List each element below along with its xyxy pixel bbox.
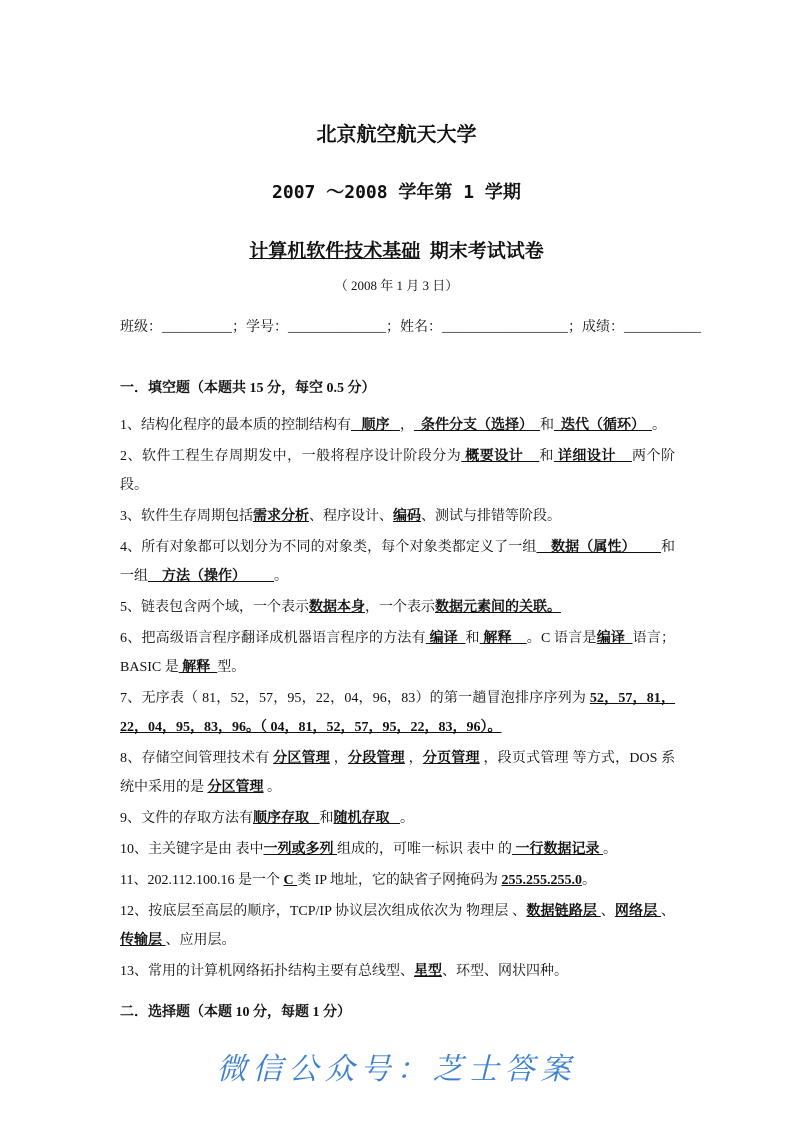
answer-text: 需求分析 bbox=[253, 509, 309, 524]
question-11 bbox=[120, 866, 675, 895]
question-text: ， bbox=[330, 751, 348, 766]
score-field: ；成绩：___________ bbox=[568, 320, 701, 335]
question-text: 12、按底层至高层的顺序，TCP/IP 协议层次组成依次为 物理层 、 bbox=[120, 904, 527, 919]
answer-text: 网络层 bbox=[614, 904, 662, 919]
question-text: ，段页式管理 等方式，DOS 系统中采用的是 bbox=[120, 751, 676, 795]
question-text: ， bbox=[404, 751, 423, 766]
question-2 bbox=[120, 442, 675, 500]
answer-text: 传输层 bbox=[120, 933, 166, 948]
answer-text: 分区管理 bbox=[207, 780, 264, 795]
question-text: 8、存储空间管理技术有 bbox=[120, 751, 274, 766]
answer-text: 方法（操作） bbox=[148, 569, 274, 584]
question-text: 两个阶段。 bbox=[120, 449, 676, 493]
answer-text: 255.255.255.0 bbox=[501, 873, 583, 888]
answer-text: 数据链路层 bbox=[526, 904, 601, 919]
answer-text: 编译 bbox=[425, 631, 466, 646]
name-field: ；姓名：__________________ bbox=[386, 320, 568, 335]
question-text: 3、软件生存周期包括 bbox=[120, 509, 253, 524]
question-text: ，一个表示 bbox=[365, 600, 435, 615]
exam-body bbox=[120, 374, 675, 1027]
section-1-heading: 一．填空题（本题共 15 分，每空 0.5 分） bbox=[120, 381, 376, 396]
student-info-line bbox=[120, 316, 701, 336]
answer-text: 分段管理 bbox=[347, 751, 405, 766]
answer-text: 编码 bbox=[393, 509, 421, 524]
answer-text: 解释 bbox=[178, 660, 218, 675]
answer-text: 52，57，81，22，04，95，83，96。（ 04，81，52，57，95，22，83，96）。 bbox=[120, 691, 676, 735]
question-text: 。C 语言是 bbox=[526, 631, 597, 646]
answer-text: 数据本身 bbox=[309, 600, 365, 615]
question-7 bbox=[120, 684, 675, 742]
answer-text: C bbox=[283, 873, 298, 888]
answer-text: 数据元素间的关联。 bbox=[435, 600, 561, 615]
question-text: 。 bbox=[603, 842, 617, 857]
course-name: 计算机软件技术基础 bbox=[249, 241, 421, 262]
watermark: 微信公众号：芝士答案 bbox=[216, 1052, 577, 1087]
question-12 bbox=[120, 897, 675, 955]
question-text: 型。 bbox=[217, 660, 246, 675]
answer-text: 数据（属性） bbox=[536, 540, 662, 555]
question-5 bbox=[120, 593, 675, 622]
answer-text: 迭代（循环） bbox=[554, 418, 652, 433]
answer-text: 一行数据记录 bbox=[512, 842, 603, 857]
exam-date: （ 2008 年 1 月 3 日） bbox=[334, 278, 459, 293]
question-text: 和 bbox=[540, 418, 554, 433]
question-4 bbox=[120, 533, 675, 591]
question-10 bbox=[120, 835, 675, 864]
question-text: 。 bbox=[652, 418, 666, 433]
answer-text: 条件分支（选择） bbox=[414, 418, 540, 433]
question-text: 类 IP 地址，它的缺省子网掩码为 bbox=[297, 873, 502, 888]
question-text: 和 bbox=[465, 631, 480, 646]
answer-text: 详细设计 bbox=[553, 449, 632, 464]
question-text: 语言；BASIC 是 bbox=[120, 631, 676, 675]
question-text: 和 bbox=[539, 449, 554, 464]
answer-text: 一列或多列 bbox=[263, 842, 337, 857]
university-title: 北京航空航天大学 bbox=[316, 124, 477, 146]
question-9 bbox=[120, 804, 675, 833]
question-text: 。 bbox=[274, 569, 288, 584]
question-text: ， bbox=[400, 418, 414, 433]
student-id-field: ；学号：______________ bbox=[232, 320, 386, 335]
question-text: 1、结构化程序的最本质的控制结构有 bbox=[120, 418, 351, 433]
answer-text: 分区管理 bbox=[273, 751, 331, 766]
question-text: 和 bbox=[319, 811, 334, 826]
question-3 bbox=[120, 502, 675, 531]
class-field: 班级：__________ bbox=[120, 320, 232, 335]
question-text: 、应用层。 bbox=[165, 933, 236, 948]
question-text: 11、202.112.100.16 是一个 bbox=[120, 873, 284, 888]
exam-title bbox=[0, 236, 793, 263]
answer-text: 顺序存取 bbox=[253, 811, 320, 826]
question-text: 、 bbox=[661, 904, 676, 919]
question-text: 10、主关键字是由 表中 bbox=[120, 842, 264, 857]
question-6 bbox=[120, 624, 675, 682]
question-1 bbox=[120, 411, 675, 440]
question-text: 2、软件工程生存周期发中，一般将程序设计阶段分为 bbox=[120, 449, 462, 464]
answer-text: 顺序 bbox=[351, 418, 400, 433]
question-text: 7、无序表（ 81，52，57，95，22，04，96，83）的第一趟冒泡排序序列为 bbox=[120, 691, 590, 706]
answer-text: 解释 bbox=[479, 631, 527, 646]
question-text: 。 bbox=[263, 780, 281, 795]
question-text: 、测试与排错等阶段。 bbox=[421, 509, 561, 524]
question-text: 、 bbox=[600, 904, 615, 919]
question-text: 9、文件的存取方法有 bbox=[120, 811, 253, 826]
question-text: 。 bbox=[400, 811, 414, 826]
answer-text: 随机存取 bbox=[333, 811, 400, 826]
question-text: 。 bbox=[582, 873, 597, 888]
answer-text: 编译 bbox=[596, 631, 633, 646]
question-text: 、环型、网状四种。 bbox=[442, 964, 568, 979]
question-text: 13、常用的计算机网络拓扑结构主要有总线型、 bbox=[120, 964, 414, 979]
answer-text: 分页管理 bbox=[422, 751, 480, 766]
question-text: 和一组 bbox=[120, 540, 676, 584]
question-text: 、程序设计、 bbox=[309, 509, 393, 524]
question-text: 组成的，可唯一标识 表中 的 bbox=[337, 842, 512, 857]
question-list bbox=[120, 411, 675, 986]
question-8 bbox=[120, 744, 675, 802]
answer-text: 星型 bbox=[414, 964, 442, 979]
exam-name: 期末考试试卷 bbox=[429, 241, 544, 262]
question-13 bbox=[120, 957, 675, 986]
section-2-heading: 二．选择题（本题 10 分，每题 1 分） bbox=[120, 1005, 351, 1020]
answer-text: 概要设计 bbox=[461, 449, 540, 464]
question-text: 5、链表包含两个域，一个表示 bbox=[120, 600, 309, 615]
question-text: 6、把高级语言程序翻译成机器语言程序的方法有 bbox=[120, 631, 426, 646]
question-text: 4、所有对象都可以划分为不同的对象类，每个对象类都定义了一组 bbox=[120, 540, 537, 555]
term-title: 2007 ～2008 学年第 1 学期 bbox=[272, 182, 521, 203]
